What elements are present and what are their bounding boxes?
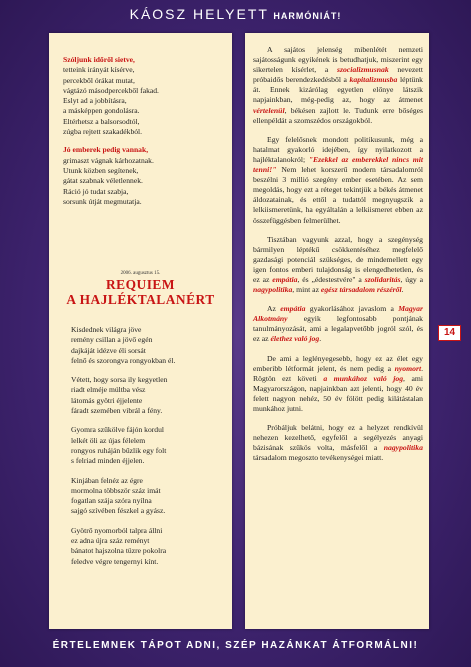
first-poem	[63, 55, 228, 215]
text-run: egyik legfontosabb pontjának tanulmányozását, ami a legalapvetőbb jogról szól, és ez az	[253, 314, 423, 344]
poem-line: fáradt szemében vibrál a fény.	[71, 406, 163, 416]
text-run: léptünk át. Ennek kizárólag egyetlen előnye látszik napjainkban, még-pedig az, hogy az átmenet	[253, 75, 424, 105]
text-run: Az	[267, 304, 281, 314]
text-run: Tisztában vagyunk azzal, hogy a szegénység bármilyen léptékű csökkentéséhez megfelelő gazdasági potenciál szükséges, de mindemellett egy igen fontos emberi tulajdonság is elengedhetetlen, és ez az	[253, 234, 423, 284]
poem-line: Utunk közben segítenek,	[63, 165, 139, 175]
poem-line: Eslyt ad a jobbításra,	[63, 96, 127, 106]
poem-line: fogatlan szája szóra nyílna	[71, 496, 152, 506]
requiem-poem	[71, 325, 231, 576]
poem-line: remény csillan a jövő egén	[71, 335, 153, 345]
header-subtitle: HARMÓNIÁT!	[273, 11, 342, 21]
stanza-first-line: Jó emberek pedig vannak,	[63, 145, 149, 155]
requiem-title	[49, 277, 232, 307]
poem-line: s felriad minden éjjelen.	[71, 456, 145, 466]
text-run: , mint az	[292, 285, 321, 295]
highlight: Magyar Alkotmány	[253, 304, 423, 324]
poem-date: 2006. augusztus 15.	[120, 271, 161, 276]
text-run: . Rögtön ezt követi	[253, 363, 423, 383]
poem-line: percekből órákat mutat,	[63, 75, 135, 85]
highlight: empátia	[272, 274, 298, 284]
highlight: a munkához való jog	[323, 373, 404, 383]
poem-line: ez adna újra száz reményt	[71, 536, 150, 546]
poem-line: látomás gyötri éjjelente	[71, 395, 143, 405]
article-paragraph	[253, 135, 423, 226]
highlight: szocializmusnak	[336, 65, 389, 75]
left-column	[49, 33, 232, 629]
text-run: .	[401, 285, 404, 295]
highlight: kapitalizmusba	[349, 75, 398, 85]
title-line-1: REQUIEM	[106, 277, 175, 292]
text-run: De ami a leglényegesebb, hogy ez az élet egy emberibb létformát jelent, és nem pedig a	[253, 353, 423, 373]
highlight: nagypolitika	[253, 285, 293, 295]
title-line-2: A HAJLÉKTALANÉRT	[66, 292, 215, 307]
highlight: élethez való jog	[270, 334, 320, 344]
highlight: vértelenül	[253, 105, 285, 115]
text-run: , békésen zajlott le. Tudunk erre bőséges ellenpéldát a szomszédos országokból.	[253, 105, 423, 125]
poem-stanza	[71, 526, 231, 567]
text-run: , ami Magyarországon, napjainkban azt jelenti, hogy 40 év felett nagyon nehéz, 50 év fölött pedig kilátástalan munkához jutni.	[253, 373, 423, 413]
poem-line: dajkáját idézve éli sorsát	[71, 345, 146, 355]
poem-line: grimaszt vágnak kárhozatnak.	[63, 155, 154, 165]
poem-line: zúgba rejtett szakadékból.	[63, 127, 143, 137]
poem-stanza	[71, 325, 231, 366]
poem-line: Gyötrő nyomorból talpra állni	[71, 525, 163, 535]
text-run: gyakorlásához javaslom a	[305, 304, 399, 314]
highlight: "Ezekkel az emberekkel nincs mit tenni!"	[253, 154, 424, 175]
text-run: , úgy a	[400, 274, 423, 284]
poem-line: Gyomra szűkölve fájón kordul	[71, 425, 165, 435]
right-column	[245, 33, 429, 629]
highlight: egész társadalom részéről	[320, 285, 402, 295]
poem-line: Eltérhetsz a balsorsodtól,	[63, 116, 140, 126]
poem-stanza	[63, 55, 228, 137]
text-run: társadalom megoszto tevékenységei miatt.	[253, 453, 384, 463]
poem-line: tetteink irányát kísérve,	[63, 65, 135, 75]
poem-line: Kinjában felnéz az égre	[71, 475, 143, 485]
highlight: szolidaritás	[364, 274, 401, 284]
text-run: , és „édestestvére" a	[297, 274, 365, 284]
header-title: KÁOSZ HELYETT	[129, 6, 269, 22]
poem-line: rongyos ruháján bűzlik egy folt	[71, 445, 167, 455]
page-footer-slogan: ÉRTELEMNEK TÁPOT ADNI, SZÉP HAZÁNKAT ÁTFORMÁLNI!	[52, 640, 419, 651]
poem-line: mormolna többször száz imát	[71, 485, 161, 495]
article-paragraph	[253, 423, 423, 463]
poem-line: bánatot hajszolna tüzre pokolra	[71, 546, 167, 556]
text-run: Egy felelősnek mondott politikusunk, még a hatalmat gyakorló idejében, így nyilatkozott a hajléktalanokról;	[253, 134, 423, 164]
poem-line: lelkét öli az újas félelem	[71, 435, 146, 445]
text-run: .	[319, 334, 322, 344]
text-run: Próbáljuk belátni, hogy ez a helyzet rendkívül nehezen kezelhető, egyfelől a segélyezés anyagi bázisának szűkös volta, másfelől a	[253, 423, 423, 453]
highlight: empátia	[280, 304, 306, 314]
poem-line: gátat szabnak véletlennek.	[63, 176, 143, 186]
poem-stanza	[71, 425, 231, 466]
poem-line: Vétett, hogy sorsa ily kegyetlen	[71, 375, 168, 385]
article-paragraph	[253, 45, 423, 126]
poem-line: sajgó szívében fészkel a gyász.	[71, 506, 166, 516]
poem-line: Kisdednek világra jöve	[71, 325, 142, 334]
poem-line: felnő és szorongva rongyokban él.	[71, 355, 176, 365]
highlight: nagypolitika	[383, 443, 423, 453]
poem-stanza	[63, 145, 228, 207]
poem-line: feledve végre tengernyi kínt.	[71, 556, 159, 566]
article-paragraph	[253, 354, 423, 415]
poem-line: vágtázó másodpercekből fakad.	[63, 85, 159, 95]
text-run: Nem lehet korszerű modern társadalomról beszélni 3 millió szegény ember esetében. Az sem megoldás, hogy ezt a réteget tekintjük a békés átmenet áldozatainak, és ettől a tudattól megnyugszik a lelkiismeretünk, ha egyáltalán a lelkiismeret ebben az összefüggésben felmerülhet.	[253, 165, 423, 225]
poem-line: riadt elméje múltba vész	[71, 385, 146, 395]
poem-stanza	[71, 476, 231, 517]
poem-line: Ráció jó tudat szabja,	[63, 186, 129, 196]
page-number-badge: 14	[438, 325, 461, 341]
poem-stanza	[71, 375, 231, 416]
text-run: A sajátos jelenség mibenlétét nemzeti sajátosságunk egyikének is betudhatjuk, miszerint egy sikertelen kísérlet, a	[253, 45, 423, 75]
highlight: nyomort	[394, 363, 422, 373]
poem-line: a másképpen gondolásra.	[63, 106, 140, 116]
text-run: nevezett próbaidős berendezkedésből a	[253, 65, 423, 85]
article-body	[253, 45, 423, 472]
poem-line: sorsunk útját megmutatja.	[63, 196, 142, 206]
page-header	[0, 6, 471, 24]
stanza-first-line: Szóljunk időről sietve,	[63, 55, 135, 64]
article-paragraph	[253, 235, 423, 296]
article-paragraph	[253, 304, 423, 344]
